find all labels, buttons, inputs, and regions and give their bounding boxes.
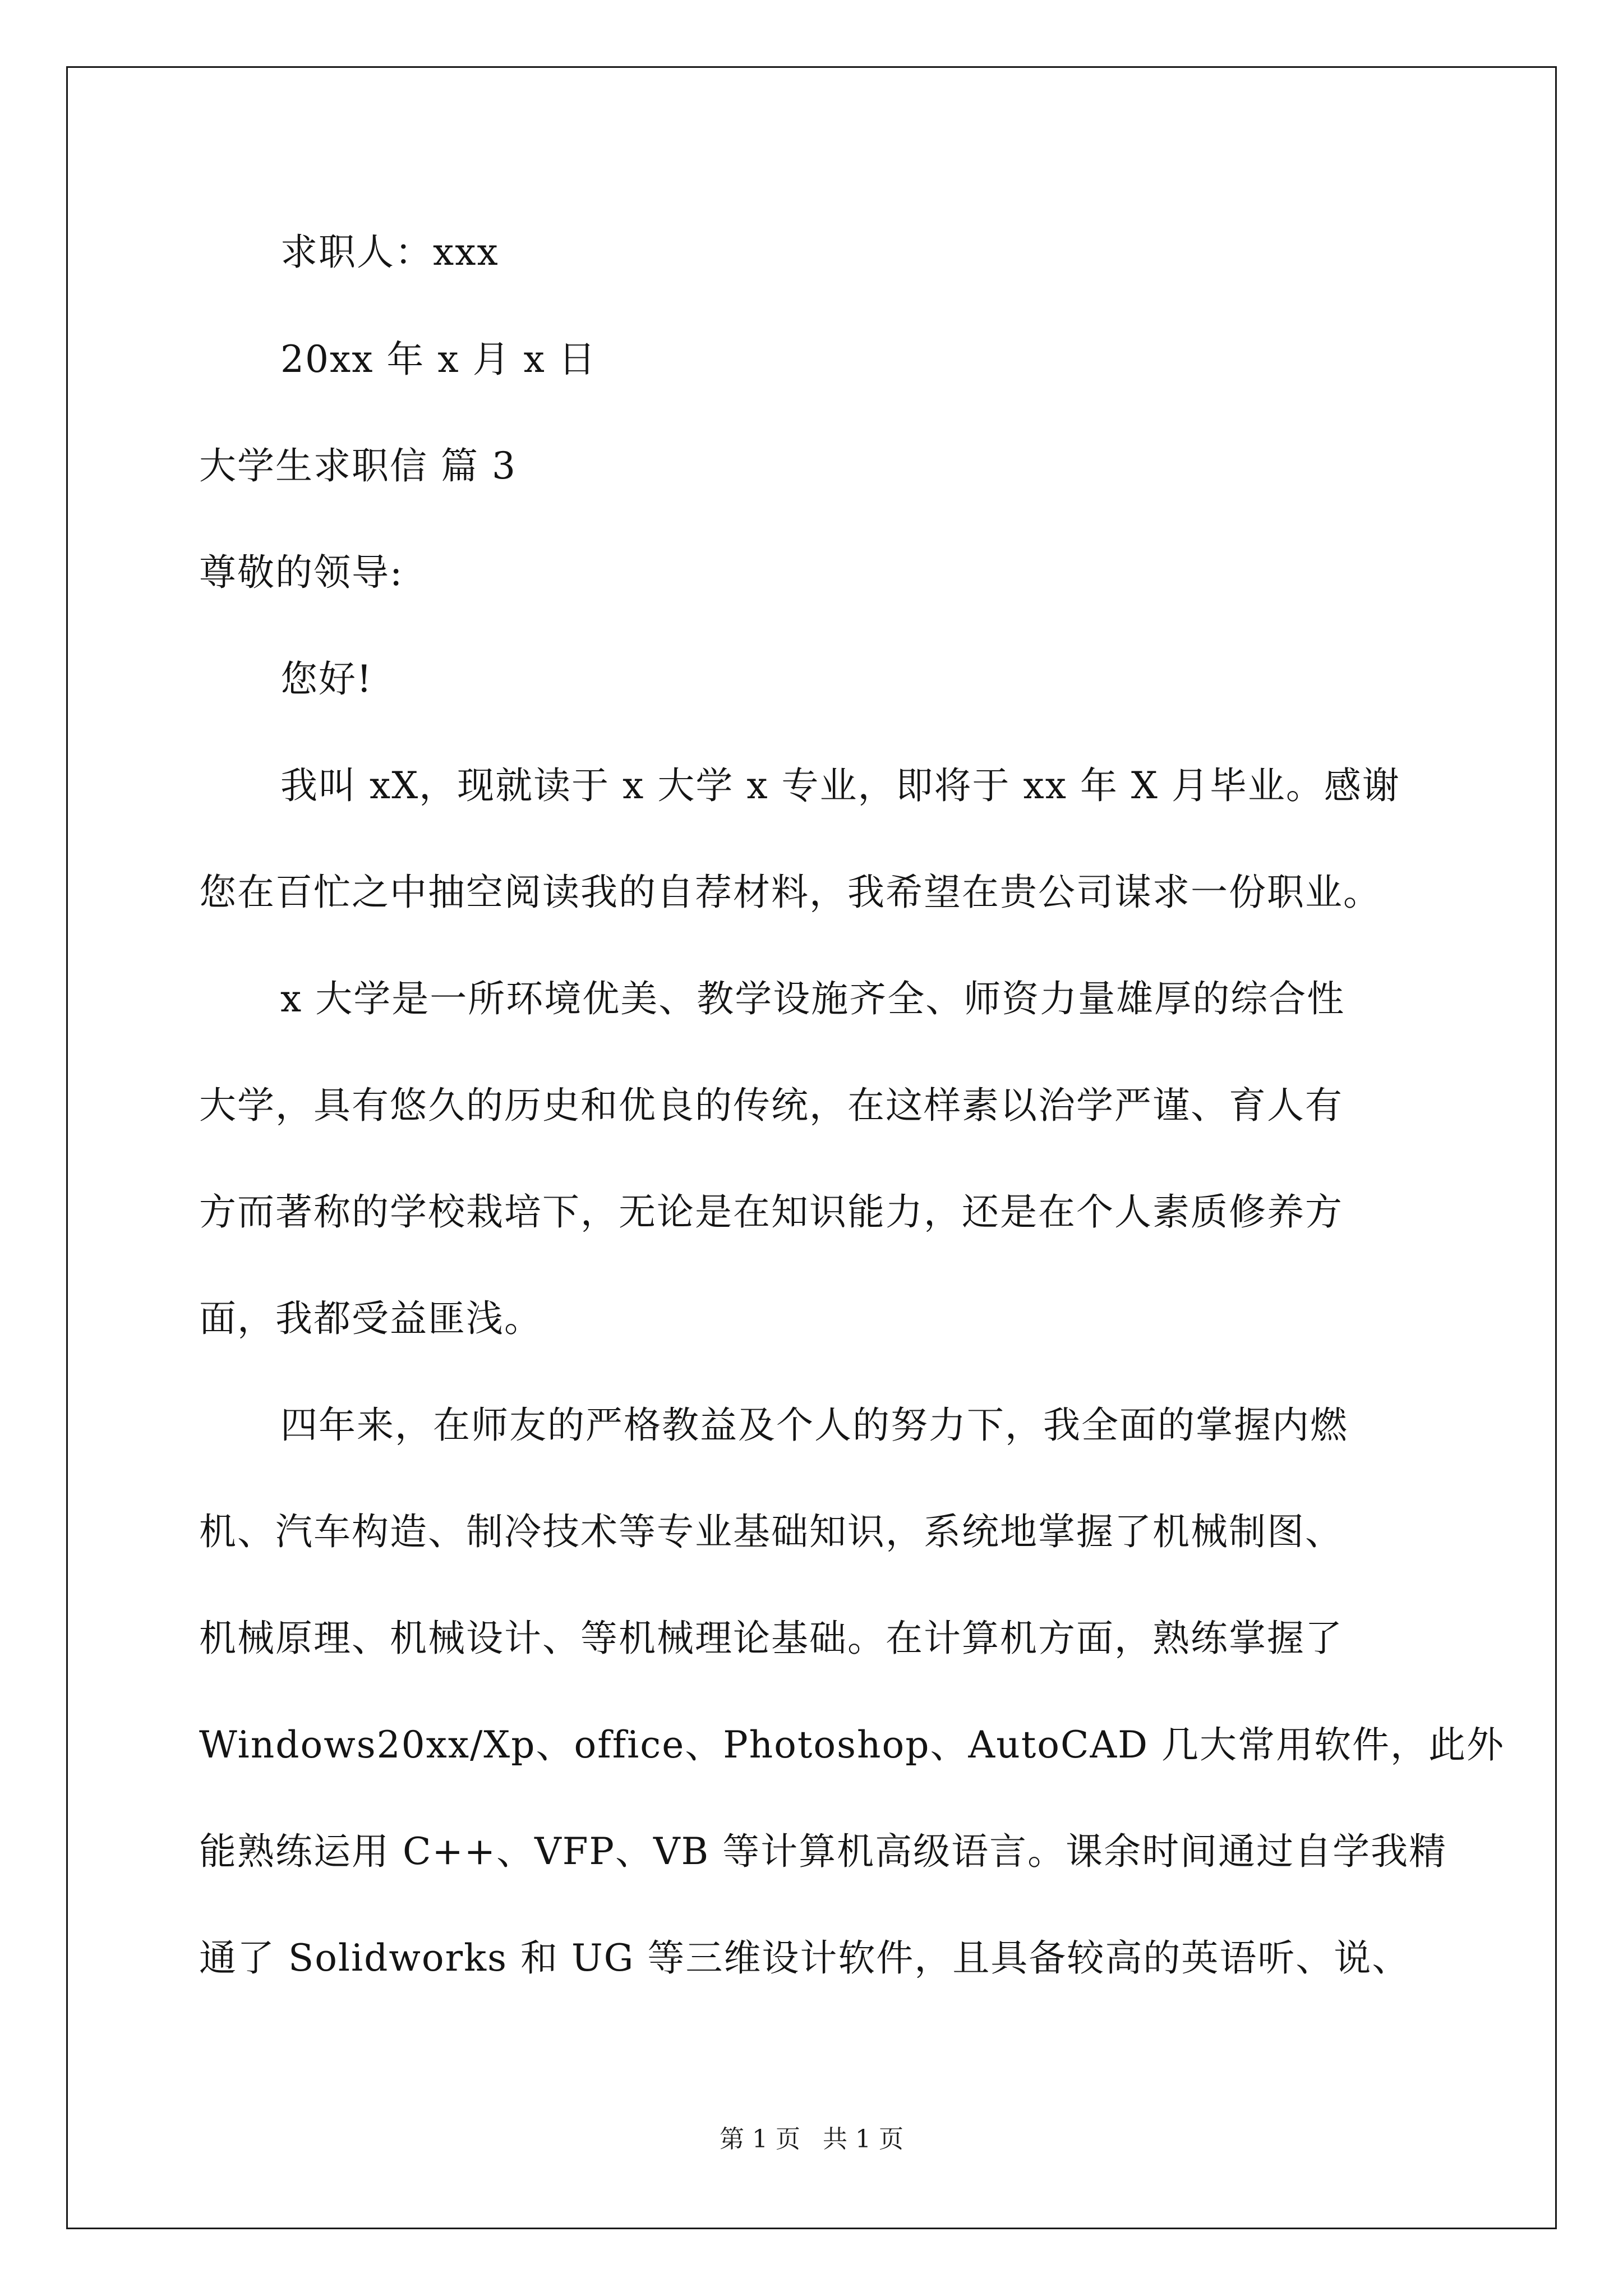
signature-label: 求职人：xxx — [280, 231, 499, 274]
page-footer — [0, 2127, 1623, 2152]
paragraph-line: 能熟练运用 C++、VFP、VB 等计算机高级语言。课余时间通过自学我精 — [199, 1830, 1447, 1873]
paragraph-line: Windows20xx/Xp、office、Photoshop、AutoCAD 几大常用软件，此外 — [199, 1723, 1505, 1766]
salutation: 尊敬的领导: — [199, 551, 404, 594]
paragraph-line: 机械原理、机械设计、等机械理论基础。在计算机方面，熟练掌握了 — [199, 1617, 1343, 1660]
page-number-total: 共 1 页 — [823, 2125, 903, 2154]
paragraph-line: 面，我都受益匪浅。 — [199, 1297, 542, 1340]
paragraph-line: 四年来，在师友的严格教益及个人的努力下，我全面的掌握内燃 — [280, 1404, 1348, 1447]
section-title: 大学生求职信 篇 3 — [199, 444, 517, 487]
paragraph-line: 我叫 xX，现就读于 x 大学 x 专业，即将于 xx 年 X 月毕业。感谢 — [280, 764, 1400, 807]
paragraph-line: 您在百忙之中抽空阅读我的自荐材料，我希望在贵公司谋求一份职业。 — [199, 871, 1381, 914]
page-number-current: 第 1 页 — [720, 2125, 800, 2154]
paragraph-line: 通了 Solidworks 和 UG 等三维设计软件，且具备较高的英语听、说、 — [199, 1936, 1410, 1980]
paragraph-line: 大学，具有悠久的历史和优良的传统，在这样素以治学严谨、育人有 — [199, 1084, 1343, 1127]
paragraph-line: 机、汽车构造、制冷技术等专业基础知识，系统地掌握了机械制图、 — [199, 1510, 1343, 1553]
greeting: 您好! — [280, 657, 373, 701]
letter-date: 20xx 年 x 月 x 日 — [280, 338, 597, 381]
paragraph-line: 方而著称的学校栽培下，无论是在知识能力，还是在个人素质修养方 — [199, 1190, 1343, 1234]
page-border — [66, 66, 1557, 2229]
paragraph-line: x 大学是一所环境优美、教学设施齐全、师资力量雄厚的综合性 — [280, 977, 1345, 1020]
